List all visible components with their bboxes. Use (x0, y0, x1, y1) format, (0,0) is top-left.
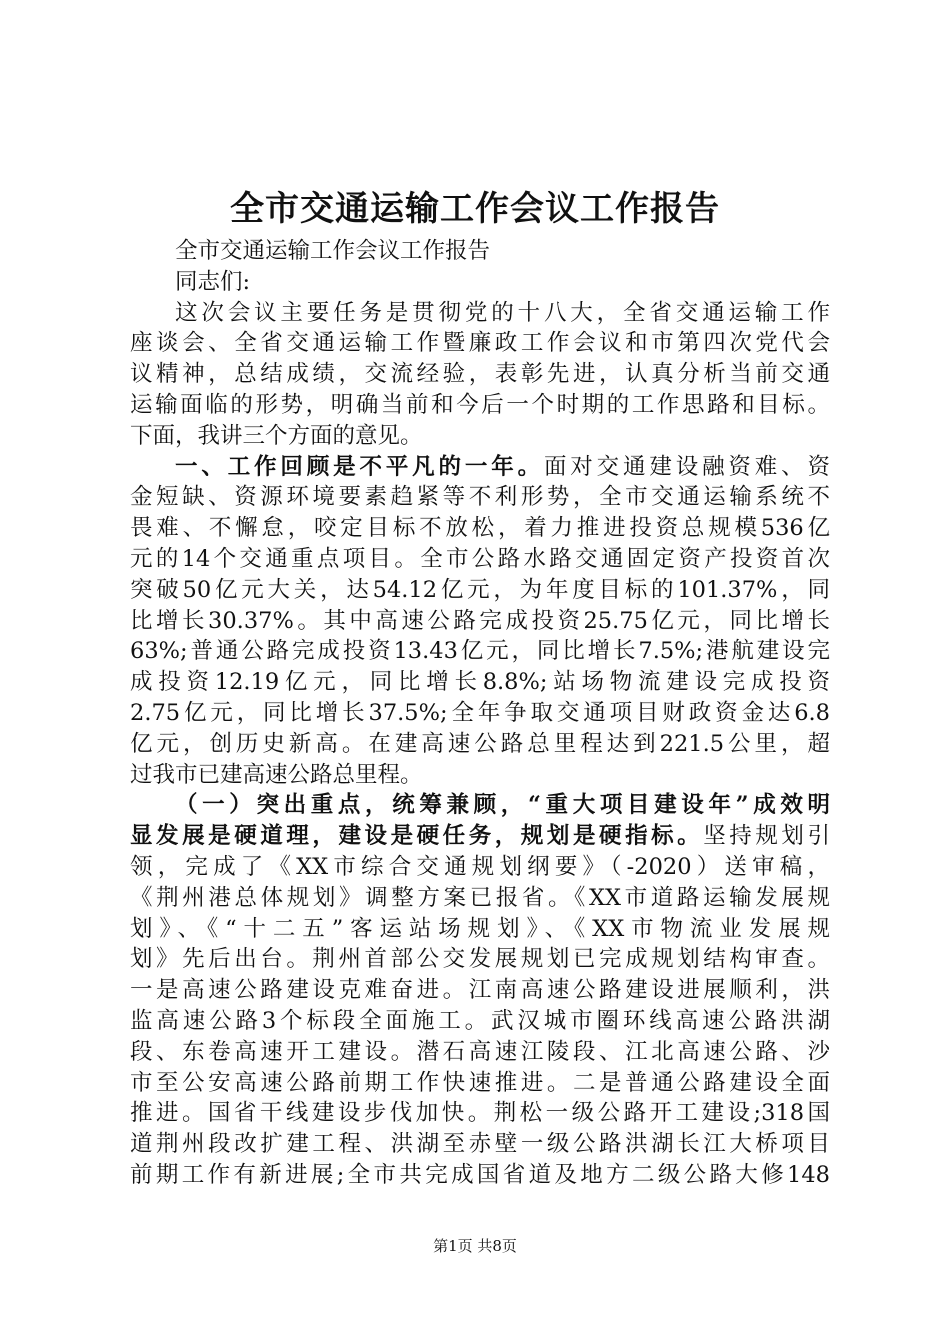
bold-heading: （一）突出重点，统筹兼顾，“重大项目建设年”成效明 (175, 792, 830, 819)
document-body (130, 236, 830, 1191)
line-text: 前期工作有新进展;全市共完成国省道及地方二级公路大修148 (130, 1161, 830, 1188)
line-text: 63%;普通公路完成投资13.43亿元，同比增长7.5%;港航建设完 (130, 638, 830, 665)
text-line (130, 1129, 830, 1160)
line-text: 2.75亿元，同比增长37.5%;全年争取交通项目财政资金达6.8 (130, 699, 830, 726)
line-text: 市至公安高速公路前期工作快速推进。二是普通公路建设全面 (130, 1069, 830, 1096)
line-text: 过我市已建高速公路总里程。 (130, 761, 423, 788)
text-line (130, 236, 830, 267)
line-text: 划》先后出台。荆州首部公交发展规划已完成规划结构审查。 (130, 946, 830, 973)
text-line (130, 267, 830, 298)
line-text: 坚持规划引 (703, 823, 830, 850)
line-text: 道荆州段改扩建工程、洪湖至赤壁一级公路洪湖长江大桥项目 (130, 1131, 830, 1158)
line-text: 亿元，创历史新高。在建高速公路总里程达到221.5公里，超 (130, 730, 830, 757)
text-line (130, 852, 830, 883)
line-text: 面对交通建设融资难、资 (543, 453, 830, 480)
text-line (130, 575, 830, 606)
line-text: 推进。国省干线建设步伐加快。荆松一级公路开工建设;318国 (130, 1100, 830, 1127)
line-text: 监高速公路3个标段全面施工。武汉城市圈环线高速公路洪湖 (130, 1007, 830, 1034)
page-footer: 第1页 共8页 (433, 1237, 517, 1255)
text-line (130, 482, 830, 513)
text-line (130, 1160, 830, 1191)
text-line (130, 1006, 830, 1037)
document-title: 全市交通运输工作会议工作报告 (230, 189, 720, 229)
text-line (130, 606, 830, 637)
line-text: 全市交通运输工作会议工作报告 (175, 238, 491, 264)
line-text: 成投资12.19亿元，同比增长8.8%;站场物流建设完成投资 (130, 669, 830, 696)
text-line (130, 359, 830, 390)
line-text: 段、东卷高速开工建设。潜石高速江陵段、江北高速公路、沙 (130, 1038, 830, 1065)
text-line (130, 944, 830, 975)
bold-heading: 一、工作回顾是不平凡的一年。 (175, 453, 544, 480)
line-text: 一是高速公路建设克难奋进。江南高速公路建设进展顺利，洪 (130, 977, 830, 1004)
text-line (130, 390, 830, 421)
line-text: 金短缺、资源环境要素趋紧等不利形势，全市交通运输系统不 (130, 484, 830, 511)
line-text: 畏难、不懈怠，咬定目标不放松，着力推进投资总规模536亿 (130, 515, 830, 542)
text-line (130, 1068, 830, 1099)
line-text: 突破50亿元大关，达54.12亿元，为年度目标的101.37%，同 (130, 576, 830, 603)
text-line (130, 975, 830, 1006)
line-text: 领，完成了《XX市综合交通规划纲要》（-2020）送审稿， (130, 853, 830, 880)
text-line (130, 1037, 830, 1068)
line-text: 这次会议主要任务是贯彻党的十八大，全省交通运输工作 (175, 299, 830, 326)
text-line (130, 421, 830, 452)
line-text: 下面，我讲三个方面的意见。 (130, 422, 423, 449)
line-text: 同志们: (175, 268, 251, 295)
line-text: 《荆州港总体规划》调整方案已报省。《XX市道路运输发展规 (130, 884, 830, 911)
text-line (130, 636, 830, 667)
text-line (130, 883, 830, 914)
text-line (130, 698, 830, 729)
text-line (130, 790, 830, 821)
text-line (130, 1098, 830, 1129)
line-text: 比增长30.37%。其中高速公路完成投资25.75亿元，同比增长 (130, 607, 830, 634)
text-line (130, 513, 830, 544)
text-line (130, 328, 830, 359)
line-text: 座谈会、全省交通运输工作暨廉政工作会议和市第四次党代会 (130, 330, 830, 357)
text-line (130, 544, 830, 575)
bold-heading: 显发展是硬道理，建设是硬任务，规划是硬指标。 (130, 823, 704, 850)
text-line (130, 298, 830, 329)
text-line (130, 760, 830, 791)
text-line (130, 729, 830, 760)
line-text: 划》、《“十二五”客运站场规划》、《XX市物流业发展规 (130, 915, 830, 942)
text-line (130, 821, 830, 852)
line-text: 议精神，总结成绩，交流经验，表彰先进，认真分析当前交通 (130, 361, 830, 388)
text-line (130, 914, 830, 945)
text-line (130, 452, 830, 483)
line-text: 运输面临的形势，明确当前和今后一个时期的工作思路和目标。 (130, 391, 830, 418)
text-line (130, 667, 830, 698)
line-text: 元的14个交通重点项目。全市公路水路交通固定资产投资首次 (130, 545, 830, 572)
